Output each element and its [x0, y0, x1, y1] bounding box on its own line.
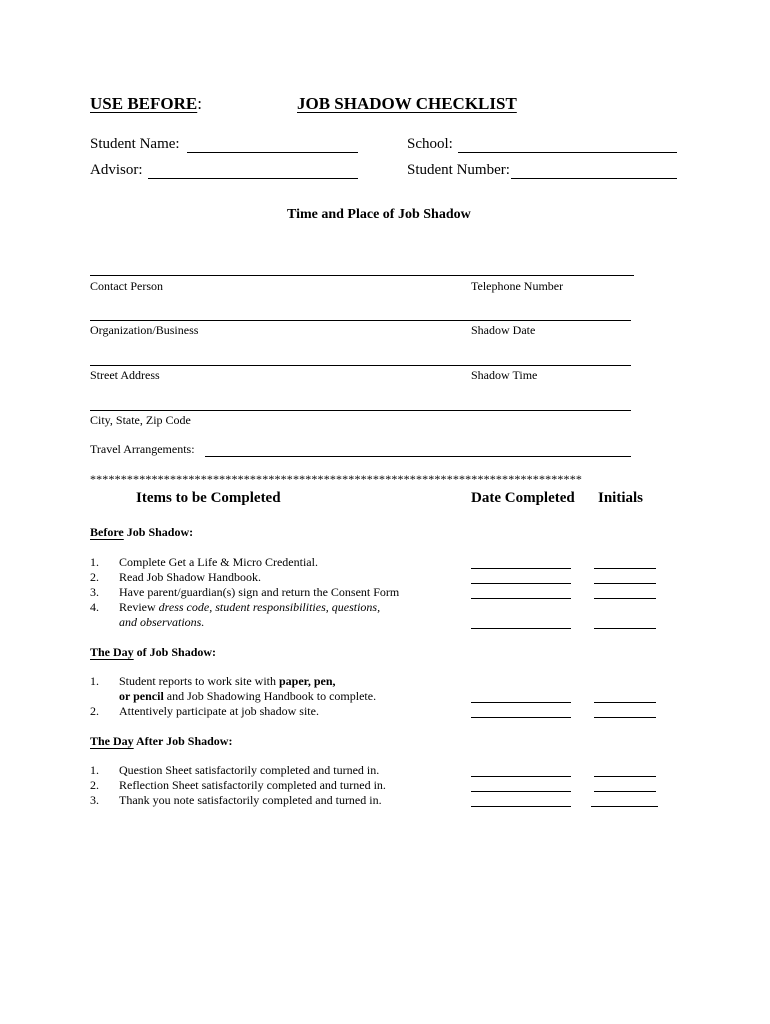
- initials-field[interactable]: [594, 702, 656, 703]
- list-item: 4. Review dress code, student responsibilities, questions,: [90, 600, 381, 614]
- list-item: 3. Have parent/guardian(s) sign and return the Consent Form: [90, 585, 400, 599]
- shadow-time-label: Shadow Time: [471, 368, 538, 382]
- date-completed-field[interactable]: [471, 717, 571, 718]
- date-completed-field[interactable]: [471, 776, 571, 777]
- organization-label: Organization/Business: [90, 323, 199, 337]
- day-of-heading: The Day of Job Shadow:: [90, 645, 217, 659]
- date-completed-field[interactable]: [471, 568, 571, 569]
- advisor-label: Advisor:: [90, 162, 143, 178]
- list-item: 1. Complete Get a Life & Micro Credential.: [90, 555, 318, 569]
- date-completed-field[interactable]: [471, 598, 571, 599]
- list-item: 2. Attentively participate at job shadow site.: [90, 704, 319, 718]
- date-completed-field[interactable]: [471, 791, 571, 792]
- city-line[interactable]: [90, 410, 631, 411]
- date-completed-column-header: Date Completed: [471, 490, 575, 506]
- travel-label: Travel Arrangements:: [90, 442, 195, 456]
- telephone-label: Telephone Number: [471, 279, 564, 293]
- address-line[interactable]: [90, 365, 631, 366]
- list-item: 2. Read Job Shadow Handbook.: [90, 570, 261, 584]
- initials-field[interactable]: [594, 583, 656, 584]
- list-item-continuation: or pencil and Job Shadowing Handbook to complete.: [119, 689, 377, 703]
- initials-field[interactable]: [594, 598, 656, 599]
- initials-field[interactable]: [591, 806, 658, 807]
- school-label: School:: [407, 136, 453, 152]
- list-item: 3. Thank you note satisfactorily completed and turned in.: [90, 793, 382, 807]
- contact-person-label: Contact Person: [90, 279, 163, 293]
- initials-column-header: Initials: [598, 490, 644, 506]
- shadow-date-label: Shadow Date: [471, 323, 536, 337]
- student-number-label: Student Number:: [407, 162, 510, 178]
- before-heading: Before Job Shadow:: [90, 525, 194, 539]
- initials-field[interactable]: [594, 568, 656, 569]
- separator: ********************************************************************************: [90, 472, 582, 486]
- advisor-field[interactable]: [148, 178, 358, 179]
- section-title: Time and Place of Job Shadow: [287, 207, 471, 222]
- student-name-label: Student Name:: [90, 136, 180, 152]
- list-item: 1. Student reports to work site with paper, pen,: [90, 674, 336, 688]
- student-number-field[interactable]: [511, 178, 677, 179]
- use-before-label: USE BEFORE:: [90, 94, 202, 113]
- initials-field[interactable]: [594, 717, 656, 718]
- page-title: JOB SHADOW CHECKLIST: [297, 94, 517, 113]
- initials-field[interactable]: [594, 776, 656, 777]
- day-after-heading: The Day After Job Shadow:: [90, 734, 233, 748]
- date-completed-field[interactable]: [471, 806, 571, 807]
- travel-field[interactable]: [205, 456, 631, 457]
- items-column-header: Items to be Completed: [136, 490, 281, 506]
- list-item-continuation: and observations.: [119, 615, 205, 629]
- initials-field[interactable]: [594, 791, 656, 792]
- list-item: 1. Question Sheet satisfactorily completed and turned in.: [90, 763, 380, 777]
- list-item: 2. Reflection Sheet satisfactorily completed and turned in.: [90, 778, 386, 792]
- school-field[interactable]: [458, 152, 677, 153]
- city-state-zip-label: City, State, Zip Code: [90, 413, 191, 427]
- date-completed-field[interactable]: [471, 702, 571, 703]
- initials-field[interactable]: [594, 628, 656, 629]
- organization-line[interactable]: [90, 320, 631, 321]
- contact-line[interactable]: [90, 275, 634, 276]
- street-address-label: Street Address: [90, 368, 160, 382]
- student-name-field[interactable]: [187, 152, 358, 153]
- date-completed-field[interactable]: [471, 628, 571, 629]
- date-completed-field[interactable]: [471, 583, 571, 584]
